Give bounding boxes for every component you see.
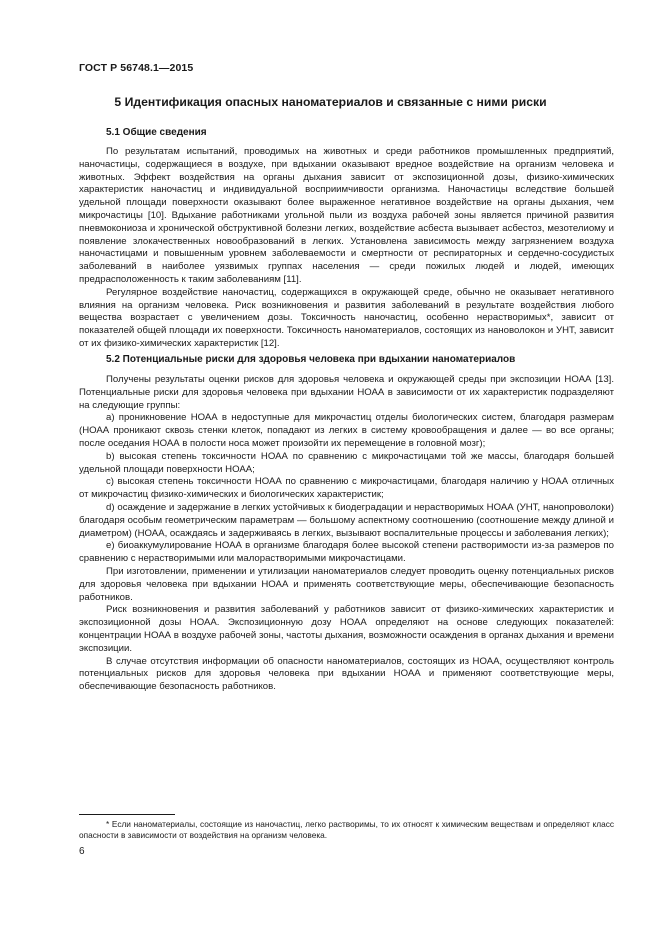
document-code: ГОСТ Р 56748.1—2015 xyxy=(79,62,194,74)
section-title: 5 Идентификация опасных наноматериалов и связанные с ними риски xyxy=(114,95,547,109)
paragraph: Регулярное воздействие наночастиц, содержащихся в окружающей среде, обычно не оказывает негативного влияния на организм человека. Риск возникновения и развития заболеваний в результате воздействия любого вещества возрастает с увеличением дозы. Токсичность наночастиц, особенно нерастворимых*, зависит от показателей общей площади их поверхности. Токсичность наноматериалов, состоящих из нановолокон и УНТ, зависит от их физико-химических характеристик [12]. xyxy=(79,286,614,349)
paragraph: Получены результаты оценки рисков для здоровья человека и окружающей среды при экспозиции НОАА [13]. Потенциальные риски для здоровья человека при вдыхании НОАА в зависимости от их характеристик подразделяют на следующие группы: xyxy=(79,374,614,411)
page-number: 6 xyxy=(79,846,85,857)
list-item-c: c) высокая степень токсичности НОАА по сравнению с микрочастицами, благодаря наличию у НОАА отличных от микрочастиц физико-химических и биологических характеристик; xyxy=(79,476,614,501)
paragraph: Риск возникновения и развития заболеваний у работников зависит от физико-химических характеристик и экспозиционной дозы НОАА. Экспозиционную дозу НОАА определяют на основе следующих показателей: концентрации НОАА в воздухе рабочей зоны, частоты дыхания, возможности осаждения в органах дыхания и времени экспозиции. xyxy=(79,604,614,654)
paragraph: В случае отсутствия информации об опасности наноматериалов, состоящих из НОАА, осуществляют контроль потенциальных рисков для здоровья человека при вдыхании НОАА и применяют соответствующие меры, обеспечивающие безопасность работников. xyxy=(79,655,614,693)
paragraph: По результатам испытаний, проводимых на животных и среди работников промышленных предприятий, наночастицы, содержащиеся в воздухе, при вдыхании оказывают вредное воздействие на организм человека и животных. Эффект воздействия на органы дыхания зависит от экспозиционной дозы, физико-химических характеристик наночастиц и индивидуальной восприимчивости организма. Наночастицы вследствие большей удельной площади поверхности оказывают более выраженное негативное воздействие на органы дыхания, чем микрочастицы [10]. Вдыхание работниками угольной пыли из воздуха рабочей зоны является причиной развития пневмокониоза и хронической обструктивной болезни легких, воздействие асбеста вызывает асбестоз, мезотелиому и появление злокачественных новообразований в легких. Установлена зависимость между загрязнением воздуха наночастицами и повышенным уровнем заболеваемости и смертности от респираторных и сердечно-сосудистых заболеваний в наиболее уязвимых группах населения — среди пожилых людей и людей, имеющих предрасположенность к таким заболеваниям [11]. xyxy=(79,146,614,285)
footnote xyxy=(79,819,614,841)
footnote-divider xyxy=(79,814,175,815)
subsection-title-5-1: 5.1 Общие сведения xyxy=(106,127,207,138)
paragraph: При изготовлении, применении и утилизации наноматериалов следует проводить оценку потенциальных рисков для здоровья человека при вдыхании НОАА и применять соответствующие меры, обеспечивающие безопасность работников. xyxy=(79,565,614,603)
list-item-e: e) биоаккумулирование НОАА в организме благодаря более высокой степени растворимости из-за размеров по сравнению с нерастворимыми или малорастворимыми микрочастицами. xyxy=(79,540,614,565)
list-item-b: b) высокая степень токсичности НОАА по сравнению с микрочастицами той же массы, благодаря большей удельной площади поверхности НОАА; xyxy=(79,450,614,475)
list-item-d: d) осаждение и задержание в легких устойчивых к биодеградации и нерастворимых НОАА (УНТ, нанопроволоки) благодаря особым геометрическим параметрам — большому аспектному соотношению (соотношение между длиной и диаметром) (НОАА, осаждаясь и задерживаясь в легких, вызывают воспалительные процессы и заболевания легких); xyxy=(79,501,614,539)
subsection-title-5-2: 5.2 Потенциальные риски для здоровья человека при вдыхании наноматериалов xyxy=(106,354,516,365)
footnote-text: * Если наноматериалы, состоящие из наночастиц, легко растворимы, то их относят к химическим веществам и определяют класс опасности в зависимости от воздействия на организм человека. xyxy=(79,819,614,840)
subsection-5-2-body xyxy=(79,374,614,694)
list-item-a: a) проникновение НОАА в недоступные для микрочастиц отделы биологических систем, благодаря размерам (НОАА проникают сквозь стенки клеток, попадают из легких в систему кровообращения и далее — во все органы; после оседания НОАА в полости носа может произойти их перемещение в головной мозг); xyxy=(79,412,614,449)
subsection-5-1-body xyxy=(79,146,614,351)
